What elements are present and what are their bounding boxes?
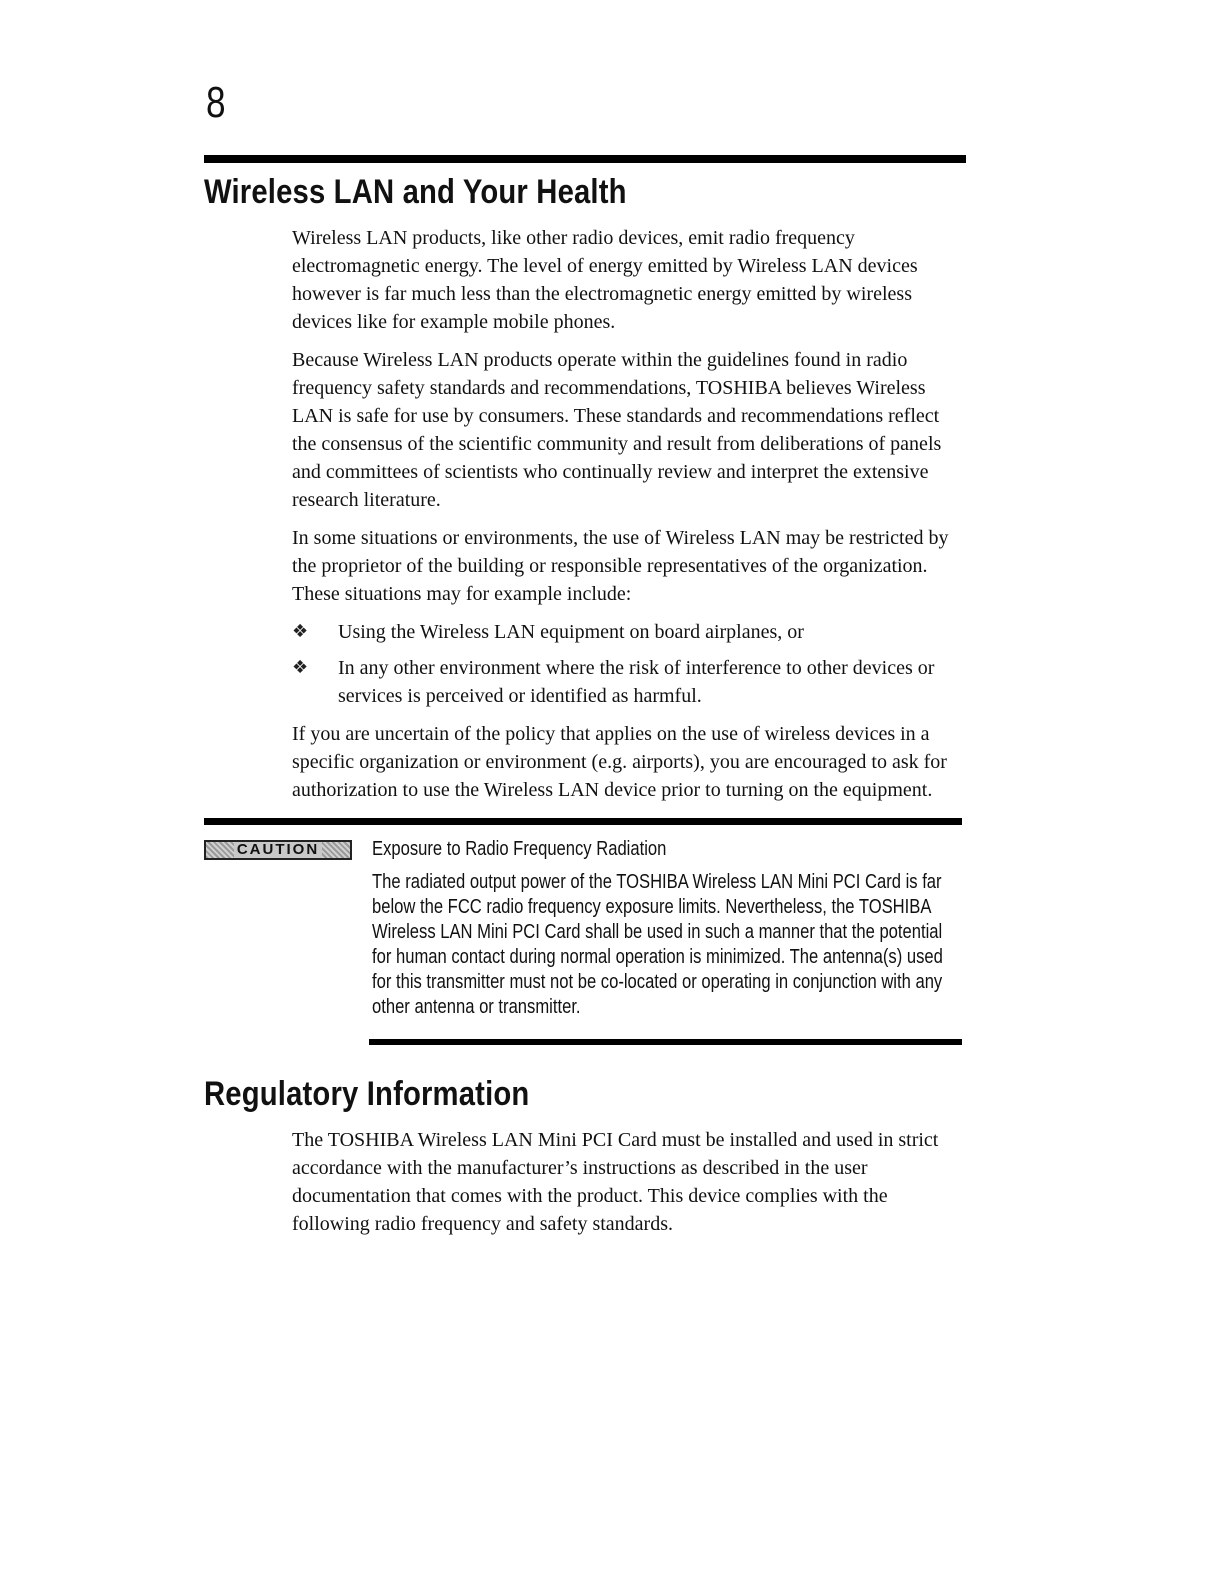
- list-item: [292, 618, 962, 646]
- list-item: [292, 654, 962, 710]
- caution-badge-label: CAUTION: [234, 842, 322, 858]
- top-divider: [204, 155, 966, 163]
- caution-title: Exposure to Radio Frequency Radiation: [372, 838, 667, 860]
- section-heading-wireless-health: Wireless LAN and Your Health: [204, 173, 627, 211]
- list-item-text: Using the Wireless LAN equipment on board airplanes, or: [338, 621, 804, 643]
- paragraph: Because Wireless LAN products operate within the guidelines found in radio frequency safety standards and recommendations, TOSHIBA believes Wireless LAN is safe for use by consumers. These standards and recommendations reflect the consensus of the scientific community and result from deliberations of panels and committees of scientists who continually review and interpret the extensive research literature.: [292, 349, 942, 511]
- restriction-list: [292, 618, 962, 710]
- paragraph: Wireless LAN products, like other radio devices, emit radio frequency electromagnetic energy. The level of energy emitted by Wireless LAN devices however is far much less than the electromagnetic energy emitted by wireless devices like for example mobile phones.: [292, 227, 918, 333]
- caution-badge: [204, 840, 352, 860]
- section-heading-regulatory: Regulatory Information: [204, 1075, 530, 1113]
- caution-note: [372, 837, 953, 1020]
- caution-body: The radiated output power of the TOSHIBA Wireless LAN Mini PCI Card is far below the FCC radio frequency exposure limits. Nevertheless, the TOSHIBA Wireless LAN Mini PCI Card shall be used in such a manner that the potential for human contact during normal operation is minimized. The antenna(s) used for this transmitter must not be co-located or operating in conjunction with any other antenna or transmitter.: [372, 871, 943, 1018]
- wireless-health-body: [292, 224, 962, 814]
- regulatory-body: [292, 1126, 964, 1248]
- four-diamond-bullet-icon: ❖: [292, 621, 309, 642]
- paragraph: The TOSHIBA Wireless LAN Mini PCI Card must be installed and used in strict accordance with the manufacturer’s instructions as described in the user documentation that comes with the product. This device complies with the following radio frequency and safety standards.: [292, 1129, 939, 1235]
- page-number: 8: [206, 78, 226, 127]
- paragraph: In some situations or environments, the use of Wireless LAN may be restricted by the proprietor of the building or responsible representatives of the organization. These situations may for example include:: [292, 527, 949, 605]
- list-item-text: In any other environment where the risk of interference to other devices or services is perceived or identified as harmful.: [338, 657, 935, 707]
- caution-bottom-divider: [369, 1039, 962, 1045]
- caution-top-divider: [204, 818, 962, 825]
- paragraph: If you are uncertain of the policy that applies on the use of wireless devices in a specific organization or environment (e.g. airports), you are encouraged to ask for authorization to use the Wireless LAN device prior to turning on the equipment.: [292, 723, 947, 801]
- four-diamond-bullet-icon: ❖: [292, 657, 309, 678]
